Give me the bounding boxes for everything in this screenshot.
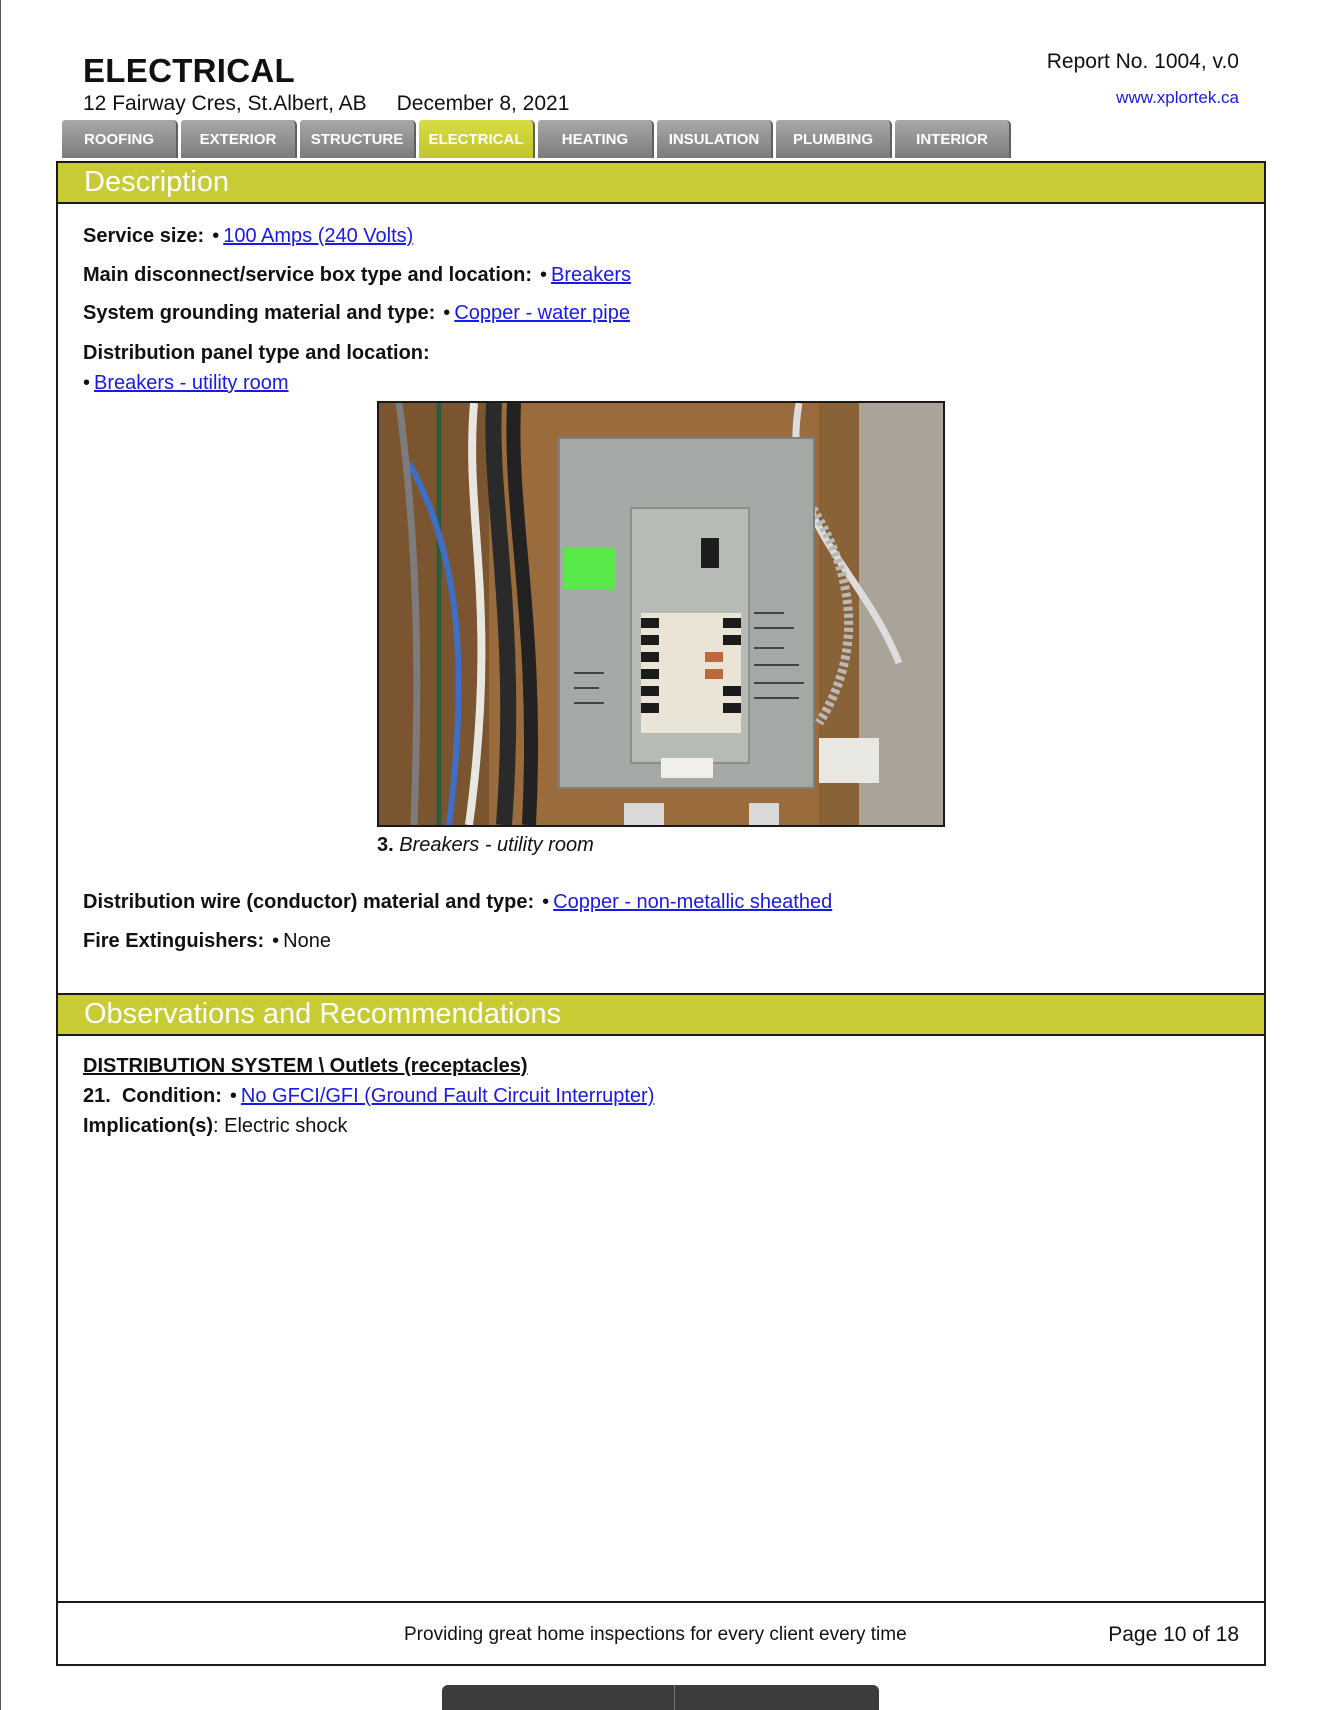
website-link[interactable]: www.xplortek.ca <box>1116 88 1239 107</box>
toolbar-divider <box>674 1685 675 1710</box>
observations-heading: Observations and Recommendations <box>56 993 1266 1036</box>
footer-divider <box>56 1601 1266 1603</box>
fire-extinguishers-label: Fire Extinguishers: <box>83 930 265 952</box>
tab-structure[interactable]: STRUCTURE <box>300 120 416 158</box>
grounding-label: System grounding material and type: <box>83 302 436 324</box>
distribution-wire-label: Distribution wire (conductor) material and type: <box>83 891 535 913</box>
tab-heating[interactable]: HEATING <box>538 120 654 158</box>
implication-label: Implication(s) <box>83 1115 214 1137</box>
main-disconnect-label: Main disconnect/service box type and location: <box>83 264 532 286</box>
service-size-row: Service size: • 100 Amps (240 Volts) <box>83 225 414 247</box>
page-title: ELECTRICAL <box>83 52 295 89</box>
distribution-panel-link[interactable]: Breakers - utility room <box>94 372 289 394</box>
report-number: Report No. 1004, v.0 <box>1046 50 1239 73</box>
distribution-panel-row <box>83 342 430 365</box>
service-size-link[interactable]: 100 Amps (240 Volts) <box>223 225 414 247</box>
panel-photo[interactable] <box>377 401 945 827</box>
viewer-toolbar[interactable] <box>442 1685 879 1710</box>
page-number: Page 10 of 18 <box>1108 1623 1239 1646</box>
grounding-row: System grounding material and type: • Copper - water pipe <box>83 302 630 324</box>
address-text: 12 Fairway Cres, St.Albert, AB <box>83 92 367 115</box>
distribution-panel-value-row: • Breakers - utility room <box>83 372 289 394</box>
tab-interior[interactable]: INTERIOR <box>895 120 1011 158</box>
main-disconnect-link[interactable]: Breakers <box>551 264 632 286</box>
tab-plumbing[interactable]: PLUMBING <box>776 120 892 158</box>
service-size-label: Service size: <box>83 225 205 247</box>
tab-exterior[interactable]: EXTERIOR <box>181 120 297 158</box>
condition-label: Condition: <box>121 1085 222 1107</box>
fire-extinguishers-row: Fire Extinguishers: • None <box>83 930 331 952</box>
report-date: December 8, 2021 <box>396 92 570 115</box>
condition-link[interactable]: No GFCI/GFI (Ground Fault Circuit Interrupter) <box>240 1085 655 1107</box>
description-heading: Description <box>56 161 1266 204</box>
tab-roofing[interactable]: ROOFING <box>62 120 178 158</box>
implication-row: Implication(s): Electric shock <box>83 1115 348 1137</box>
grounding-link[interactable]: Copper - water pipe <box>454 302 630 324</box>
photo-number: 3. <box>377 834 394 856</box>
main-disconnect-row: Main disconnect/service box type and location: • Breakers <box>83 264 632 286</box>
implication-value: Electric shock <box>224 1115 348 1137</box>
distribution-wire-link[interactable]: Copper - non-metallic sheathed <box>553 891 833 913</box>
photo-caption <box>377 834 594 857</box>
condition-number: 21. <box>83 1085 111 1107</box>
tab-insulation[interactable]: INSULATION <box>657 120 773 158</box>
property-address <box>83 92 569 116</box>
observation-section-title: DISTRIBUTION SYSTEM \ Outlets (receptacles) <box>83 1055 528 1077</box>
tab-electrical[interactable]: ELECTRICAL <box>419 120 535 158</box>
page-edge <box>0 0 1 1710</box>
distribution-wire-row: Distribution wire (conductor) material and type: • Copper - non-metallic sheathed <box>83 891 833 913</box>
photo-caption-text: Breakers - utility room <box>399 834 594 856</box>
distribution-panel-label: Distribution panel type and location: <box>83 342 430 364</box>
footer-tagline: Providing great home inspections for every client every time <box>404 1624 907 1645</box>
condition-row: 21. Condition: • No GFCI/GFI (Ground Fault Circuit Interrupter) <box>83 1085 655 1107</box>
fire-extinguishers-value: None <box>283 930 331 952</box>
section-tabs <box>62 120 1014 158</box>
